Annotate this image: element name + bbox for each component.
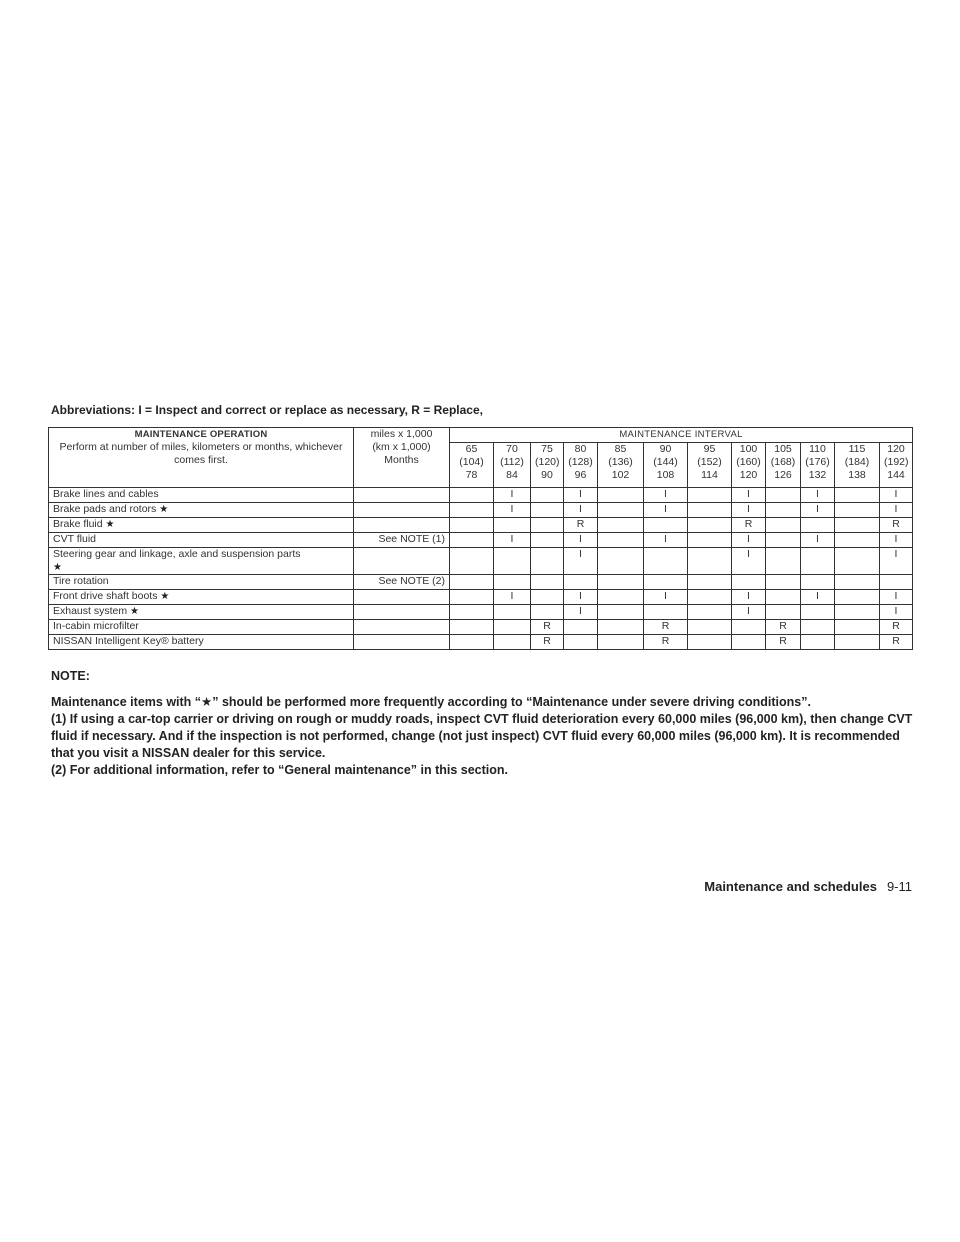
operation-item-label: Brake lines and cables	[53, 488, 159, 500]
interval-km: (112)	[500, 456, 524, 468]
interval-months: 78	[465, 469, 478, 481]
interval-cell	[688, 575, 732, 590]
operation-item	[49, 548, 354, 575]
interval-cell	[494, 635, 531, 650]
interval-miles: 75	[541, 443, 553, 455]
severe-star-icon: ★	[53, 562, 62, 573]
interval-miles: 110	[809, 443, 826, 455]
interval-cell: I	[732, 488, 766, 503]
notes-section	[51, 668, 921, 779]
interval-cell	[450, 590, 494, 605]
interval-cell	[494, 620, 531, 635]
interval-miles: 105	[774, 443, 792, 455]
interval-months: 126	[774, 469, 792, 481]
interval-cell	[564, 635, 598, 650]
operation-item	[49, 605, 354, 620]
operation-note	[354, 488, 450, 503]
units-miles: miles x 1,000	[370, 428, 433, 440]
interval-miles: 120	[887, 443, 905, 455]
table-body	[49, 488, 913, 650]
interval-cell	[801, 575, 835, 590]
interval-miles: 100	[739, 443, 758, 455]
interval-cell: I	[564, 605, 598, 620]
interval-header-cell	[688, 443, 732, 488]
interval-cell: I	[880, 548, 913, 575]
footer-section-title: Maintenance and schedules	[704, 879, 877, 894]
interval-cell: I	[564, 548, 598, 575]
interval-cell	[494, 548, 531, 575]
interval-cell	[766, 605, 801, 620]
interval-cell	[531, 590, 564, 605]
interval-cell	[531, 533, 564, 548]
table-row	[49, 575, 913, 590]
interval-cell	[688, 590, 732, 605]
maintenance-schedule-table	[48, 427, 913, 650]
interval-cell: R	[880, 518, 913, 533]
interval-cell: I	[801, 590, 835, 605]
interval-cell	[598, 575, 644, 590]
interval-months: 114	[701, 469, 718, 481]
interval-header-cell	[644, 443, 688, 488]
operation-item	[49, 533, 354, 548]
units-km: (km x 1,000)	[372, 441, 431, 453]
operation-item-label: Brake pads and rotors	[53, 503, 157, 515]
interval-cell	[450, 533, 494, 548]
interval-cell	[494, 575, 531, 590]
table-row	[49, 635, 913, 650]
interval-months: 90	[541, 469, 553, 481]
interval-cell: R	[880, 620, 913, 635]
severe-star-icon: ★	[160, 591, 170, 602]
interval-cell: I	[644, 533, 688, 548]
interval-cell: I	[564, 488, 598, 503]
interval-km: (152)	[697, 456, 722, 468]
operation-item	[49, 590, 354, 605]
table-row	[49, 488, 913, 503]
interval-cell	[644, 518, 688, 533]
interval-miles: 80	[574, 443, 587, 455]
interval-cell	[766, 503, 801, 518]
operation-subtitle: Perform at number of miles, kilometers or months, whichever comes first.	[59, 441, 343, 466]
interval-cell	[801, 605, 835, 620]
interval-title: MAINTENANCE INTERVAL	[450, 428, 913, 443]
interval-miles: 95	[703, 443, 716, 455]
interval-cell: I	[732, 533, 766, 548]
interval-cell	[450, 635, 494, 650]
operation-item-label: Steering gear and linkage, axle and suspension parts	[53, 548, 301, 560]
page-number: 9-11	[886, 879, 912, 894]
interval-cell	[766, 533, 801, 548]
interval-cell	[598, 488, 644, 503]
interval-cell	[531, 518, 564, 533]
operation-item	[49, 488, 354, 503]
interval-cell: R	[644, 635, 688, 650]
interval-header-cell	[732, 443, 766, 488]
severe-star-icon: ★	[130, 606, 140, 617]
interval-miles: 70	[506, 443, 518, 455]
interval-cell: R	[766, 635, 801, 650]
interval-months: 108	[656, 469, 675, 481]
interval-cell: I	[880, 533, 913, 548]
interval-cell	[801, 548, 835, 575]
interval-cell	[564, 620, 598, 635]
interval-cell: R	[531, 620, 564, 635]
interval-km: (168)	[770, 456, 796, 468]
interval-km: (192)	[884, 456, 909, 468]
interval-header-cell	[531, 443, 564, 488]
operation-item-label: Tire rotation	[53, 575, 109, 587]
interval-cell: I	[644, 590, 688, 605]
operation-note: See NOTE (2)	[354, 575, 450, 590]
table-row	[49, 533, 913, 548]
interval-cell: I	[564, 590, 598, 605]
notes-title: NOTE:	[51, 669, 90, 683]
interval-header-cell	[835, 443, 880, 488]
interval-header-cell	[450, 443, 494, 488]
interval-cell	[598, 503, 644, 518]
units-months: Months	[384, 454, 419, 466]
interval-cell: I	[732, 548, 766, 575]
operation-note	[354, 590, 450, 605]
operation-note	[354, 548, 450, 575]
interval-km: (176)	[805, 456, 830, 468]
interval-cell: I	[494, 488, 531, 503]
interval-cell: I	[732, 605, 766, 620]
interval-cell	[598, 605, 644, 620]
operation-item	[49, 503, 354, 518]
interval-cell	[450, 503, 494, 518]
interval-cell	[835, 635, 880, 650]
units-header	[354, 428, 450, 488]
interval-cell	[644, 575, 688, 590]
interval-cell	[450, 548, 494, 575]
interval-km: (104)	[459, 456, 484, 468]
interval-cell	[835, 533, 880, 548]
interval-cell	[766, 590, 801, 605]
operation-item-label: NISSAN Intelligent Key® battery	[53, 635, 204, 647]
interval-cell	[766, 575, 801, 590]
interval-km: (144)	[653, 456, 678, 468]
operation-item	[49, 620, 354, 635]
interval-cell: I	[732, 503, 766, 518]
interval-cell	[450, 620, 494, 635]
severe-star-icon: ★	[159, 504, 169, 515]
interval-header-cell	[766, 443, 801, 488]
interval-cell	[598, 590, 644, 605]
interval-cell	[564, 575, 598, 590]
interval-cell	[598, 548, 644, 575]
interval-header-cell	[801, 443, 835, 488]
interval-cell	[494, 518, 531, 533]
interval-cell	[835, 488, 880, 503]
interval-cell	[450, 488, 494, 503]
interval-cell	[835, 548, 880, 575]
interval-cell	[732, 575, 766, 590]
table-row	[49, 605, 913, 620]
interval-miles: 85	[614, 443, 627, 455]
interval-km: (160)	[736, 456, 761, 468]
interval-cell: I	[644, 488, 688, 503]
operation-header	[49, 428, 354, 488]
interval-cell: I	[644, 503, 688, 518]
interval-cell	[531, 605, 564, 620]
interval-cell	[598, 620, 644, 635]
interval-cell	[688, 518, 732, 533]
interval-cell: I	[801, 503, 835, 518]
interval-cell: I	[801, 488, 835, 503]
page-footer	[704, 879, 912, 894]
interval-months: 84	[506, 469, 518, 481]
interval-cell: I	[564, 503, 598, 518]
interval-cell	[732, 620, 766, 635]
interval-cell	[688, 605, 732, 620]
operation-item-label: CVT fluid	[53, 533, 96, 545]
operation-item	[49, 518, 354, 533]
interval-cell	[450, 518, 494, 533]
interval-cell	[835, 620, 880, 635]
interval-months: 132	[808, 469, 827, 481]
interval-km: (136)	[608, 456, 633, 468]
table-row	[49, 518, 913, 533]
table-row	[49, 548, 913, 575]
operation-note	[354, 605, 450, 620]
table-row	[49, 590, 913, 605]
operation-item	[49, 635, 354, 650]
interval-km: (120)	[535, 456, 560, 468]
interval-cell: I	[494, 533, 531, 548]
interval-cell: I	[564, 533, 598, 548]
interval-cell	[880, 575, 913, 590]
table-row	[49, 620, 913, 635]
operation-note	[354, 503, 450, 518]
interval-cell	[835, 605, 880, 620]
interval-cell	[835, 518, 880, 533]
operation-item-label: Front drive shaft boots	[53, 590, 158, 602]
interval-cell: R	[732, 518, 766, 533]
interval-cell: R	[880, 635, 913, 650]
note-2: (2) For additional information, refer to “General maintenance” in this section.	[51, 763, 509, 777]
interval-cell: I	[880, 503, 913, 518]
interval-months: 102	[611, 469, 630, 481]
operation-note	[354, 635, 450, 650]
interval-cell	[688, 620, 732, 635]
table-row	[49, 503, 913, 518]
interval-cell	[801, 635, 835, 650]
interval-months: 144	[887, 469, 905, 481]
interval-cell	[688, 488, 732, 503]
interval-cell	[644, 605, 688, 620]
interval-months: 96	[574, 469, 587, 481]
interval-cell	[598, 635, 644, 650]
interval-cell: I	[880, 605, 913, 620]
interval-cell	[644, 548, 688, 575]
operation-item-label: In-cabin microfilter	[53, 620, 139, 632]
interval-cell: I	[880, 488, 913, 503]
interval-cell	[531, 488, 564, 503]
operation-note	[354, 518, 450, 533]
operation-item-label: Exhaust system	[53, 605, 128, 617]
interval-cell	[598, 533, 644, 548]
interval-cell: I	[880, 590, 913, 605]
interval-header-cell	[598, 443, 644, 488]
interval-miles: 65	[465, 443, 478, 455]
interval-km: (184)	[844, 456, 870, 468]
interval-cell	[688, 635, 732, 650]
interval-cell	[494, 605, 531, 620]
interval-cell	[801, 518, 835, 533]
operation-item	[49, 575, 354, 590]
interval-cell: R	[564, 518, 598, 533]
interval-cell: I	[494, 503, 531, 518]
interval-months: 120	[739, 469, 758, 481]
interval-cell: R	[644, 620, 688, 635]
interval-cell: I	[732, 590, 766, 605]
interval-cell	[531, 575, 564, 590]
interval-cell	[835, 575, 880, 590]
interval-cell	[450, 605, 494, 620]
interval-cell	[450, 575, 494, 590]
interval-cell	[531, 548, 564, 575]
interval-months: 138	[848, 469, 866, 481]
interval-cell: I	[494, 590, 531, 605]
operation-note	[354, 620, 450, 635]
interval-cell: R	[766, 620, 801, 635]
severe-star-icon: ★	[105, 519, 115, 530]
interval-cell	[688, 503, 732, 518]
interval-cell	[766, 488, 801, 503]
interval-cell	[766, 548, 801, 575]
operation-item-label: Brake fluid	[53, 518, 103, 530]
operation-title: MAINTENANCE OPERATION	[134, 429, 268, 440]
interval-cell	[835, 503, 880, 518]
interval-header-cell	[880, 443, 913, 488]
interval-cell	[732, 635, 766, 650]
interval-km: (128)	[568, 456, 593, 468]
interval-header-cell	[494, 443, 531, 488]
interval-cell	[531, 503, 564, 518]
interval-cell: R	[531, 635, 564, 650]
interval-cell	[688, 533, 732, 548]
interval-cell	[688, 548, 732, 575]
note-severe: Maintenance items with “★” should be performed more frequently according to “Maintenance under severe driving conditions”.	[51, 695, 811, 709]
interval-cell	[835, 590, 880, 605]
interval-miles: 115	[848, 443, 866, 455]
interval-cell	[766, 518, 801, 533]
interval-cell: I	[801, 533, 835, 548]
interval-header-cell	[564, 443, 598, 488]
interval-cell	[801, 620, 835, 635]
note-1: (1) If using a car-top carrier or driving on rough or muddy roads, inspect CVT fluid deterioration every 60,000 miles (96,000 km), then change CVT fluid if necessary. And if the inspection is not performed, change (not just inspect) CVT fluid every 60,000 miles (96,000 km). It is recommended that you visit a NISSAN dealer for this service.	[51, 712, 913, 760]
abbreviations-legend: Abbreviations: I = Inspect and correct or replace as necessary, R = Replace,	[51, 403, 483, 417]
operation-note: See NOTE (1)	[354, 533, 450, 548]
interval-cell	[598, 518, 644, 533]
interval-miles: 90	[659, 443, 672, 455]
